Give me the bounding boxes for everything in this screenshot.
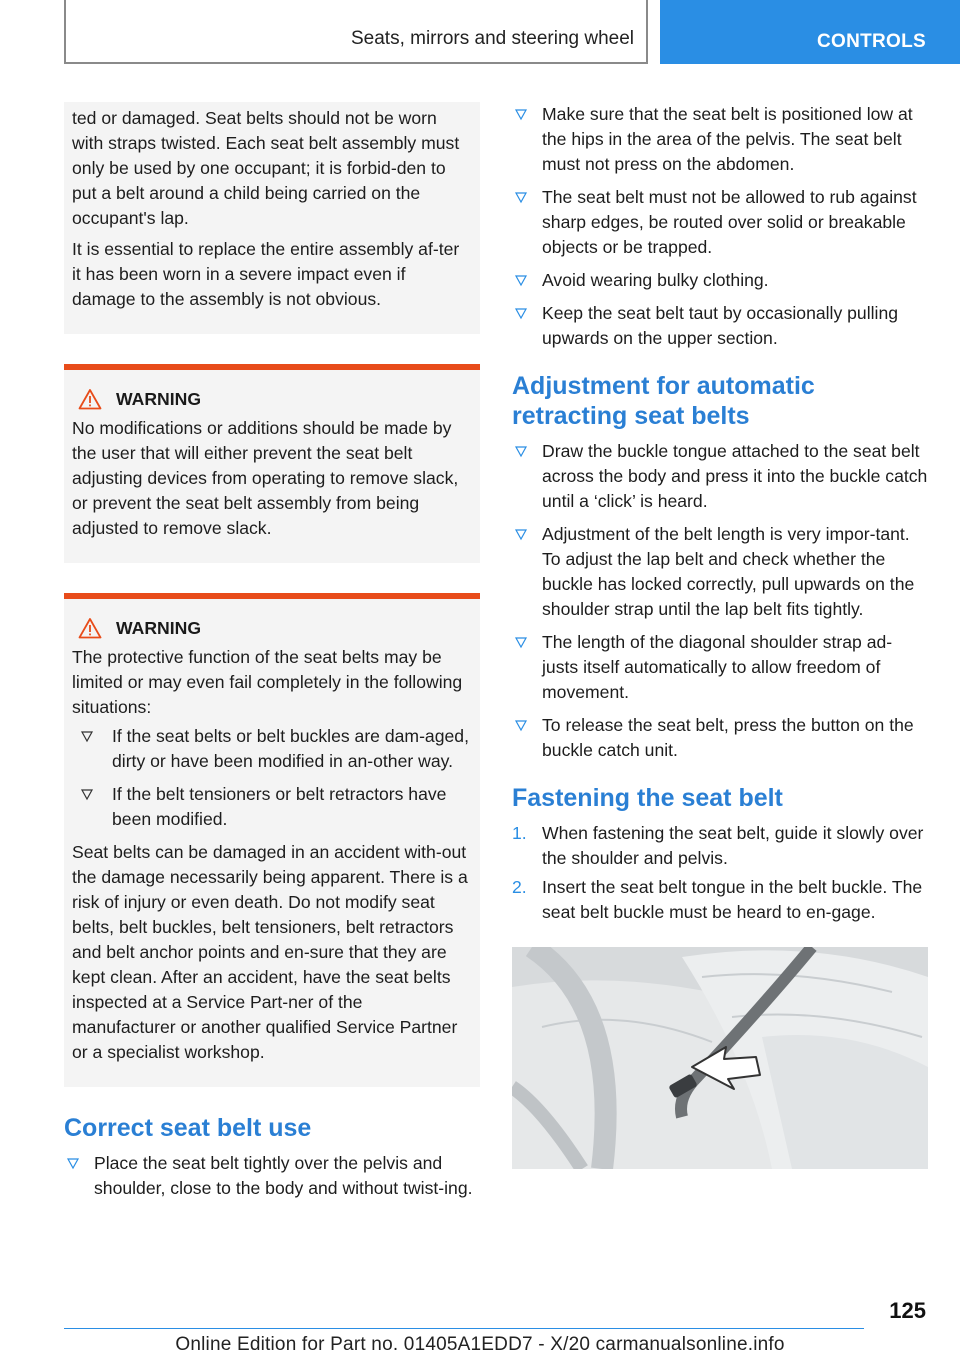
edition-text: Online Edition for Part no. 01405A1EDD7 - X/20 carmanualsonline.info [175,1334,785,1355]
section-heading: Fastening the seat belt [512,784,783,812]
bullet-list [512,102,928,351]
step-text: Insert the seat belt tongue in the belt buckle. The seat belt buckle must be heard to en-gage. [542,877,923,922]
list-item [512,821,928,871]
warning-header [72,388,470,410]
triangle-bullet-icon [514,719,528,733]
list-item: Adjustment of the belt length is very impor-tant. To adjust the lap belt and check whether the buckle has locked correctly, pull upwards on the shoulder strap until the lap belt fits tightly. [512,522,928,622]
fastening-section [512,783,928,1169]
triangle-bullet-icon [80,730,94,744]
page-number: 125 [889,1298,926,1323]
bullet-list [512,439,928,763]
warning-box-1 [64,364,480,563]
warning-title: WARNING [116,388,202,409]
seat-illustration-graphic [512,947,928,1169]
list-item: Place the seat belt tightly over the pelvis and shoulder, close to the body and without twist-ing. [64,1151,480,1201]
bullet-list [64,1151,480,1201]
continued-warning-box [64,102,480,334]
list-item: Draw the buckle tongue attached to the seat belt across the body and press it into the buckle catch until a ‘click’ is heard. [512,439,928,514]
section-heading: Correct seat belt use [64,1114,312,1142]
warning-triangle-icon [78,617,102,639]
list-item: The seat belt must not be allowed to rub against sharp edges, be routed over solid or breakable objects or be trapped. [512,185,928,260]
triangle-bullet-icon [514,191,528,205]
warning-box-2 [64,593,480,1087]
list-item: If the belt tensioners or belt retractors have been modified. [78,782,470,832]
section-header [64,0,648,64]
triangle-bullet-icon [514,528,528,542]
triangle-bullet-icon [514,274,528,288]
chapter-tab[interactable] [660,0,960,64]
warning-bullet-list [72,724,470,832]
triangle-bullet-icon [80,788,94,802]
list-item: To release the seat belt, press the button on the buckle catch unit. [512,713,928,763]
footer-edition [0,1334,960,1356]
right-column [512,102,928,1169]
triangle-bullet-icon [514,108,528,122]
step-text: When fastening the seat belt, guide it slowly over the shoulder and pelvis. [542,823,924,868]
section-heading: Adjustment for automatic retracting seat belts [512,372,815,430]
left-column [64,102,480,1209]
footer-divider [64,1328,864,1329]
warning-title: WARNING [116,617,202,638]
continued-paragraph-1: ted or damaged. Seat belts should not be worn with straps twisted. Each seat belt assembly must only be used by one occupant; it is forbid-den to put a belt around a child being carried on the occupant's lap. [72,108,460,228]
step-number: 1. [512,823,527,843]
list-item: Make sure that the seat belt is positioned low at the hips in the area of the pelvis. The seat belt must not press on the abdomen. [512,102,928,177]
list-item: Keep the seat belt taut by occasionally pulling upwards on the upper section. [512,301,928,351]
list-item: The length of the diagonal shoulder strap ad-justs itself automatically to allow freedom of movement. [512,630,928,705]
warning-closing: Seat belts can be damaged in an accident with-out the damage necessarily being apparent. There is a risk of injury or even death. Do not modify seat belts, belt buckles, belt tensioners, belt retractors and belt anchor points and en-sure that they are kept clean. After an accident, have the seat belts inspected at a Service Part-ner of the manufacturer or another qualified Service Partner or a specialist workshop. [72,842,468,1062]
list-item [512,875,928,925]
list-item: If the seat belts or belt buckles are dam-aged, dirty or have been modified in an-other way. [78,724,470,774]
continued-paragraph-2: It is essential to replace the entire assembly af-ter it has been worn in a severe impact even if damage to the assembly is not obvious. [72,239,460,309]
section-title: Seats, mirrors and steering wheel [350,28,634,49]
step-number: 2. [512,877,527,897]
adjustment-section [512,371,928,763]
warning-intro: The protective function of the seat belts may be limited or may even fail completely in the following situations: [72,647,463,717]
list-item: Avoid wearing bulky clothing. [512,268,928,293]
warning-text: No modifications or additions should be made by the user that will either prevent the seat belt adjusting devices from operating to remove slack, or prevent the seat belt assembly from being adjusted to remove slack. [72,418,459,538]
triangle-bullet-icon [66,1157,80,1171]
correct-use-section [64,1113,480,1201]
numbered-list [512,821,928,925]
triangle-bullet-icon [514,307,528,321]
seat-belt-buckle-illustration [512,947,928,1169]
triangle-bullet-icon [514,636,528,650]
warning-triangle-icon [78,388,102,410]
chapter-tab-label: CONTROLS [816,31,926,52]
warning-header [72,617,470,639]
triangle-bullet-icon [514,445,528,459]
